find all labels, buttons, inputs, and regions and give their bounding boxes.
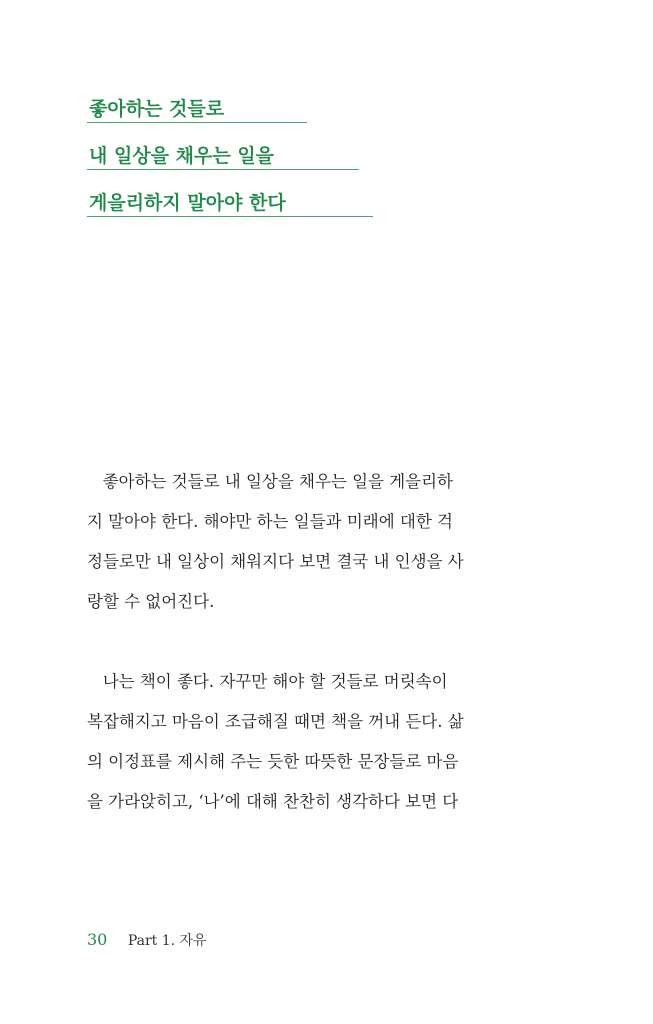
heading-line-2: 내 일상을 채우는 일을: [87, 143, 359, 170]
body-line: 복잡해지고 마음이 조급해질 때면 책을 꺼내 든다. 삶: [87, 712, 464, 731]
paragraph-2: [87, 662, 527, 822]
part-label: Part 1. 자유: [127, 933, 207, 949]
body-line: 좋아하는 것들로 내 일상을 채우는 일을 게을리하: [87, 472, 453, 491]
body-line: 나는 책이 좋다. 자꾸만 해야 할 것들로 머릿속이: [87, 672, 448, 691]
body-line: 정들로만 내 일상이 채워지다 보면 결국 내 인생을 사: [87, 552, 464, 571]
paragraph-gap: [87, 622, 527, 662]
heading-line-3: 게을리하지 말아야 한다: [87, 190, 373, 217]
body-line: 을 가라앉히고, ‘나’에 대해 찬찬히 생각하다 보면 다: [87, 792, 459, 811]
body-line: 의 이정표를 제시해 주는 듯한 따뜻한 문장들로 마음: [87, 752, 459, 771]
heading-line-1: 좋아하는 것들로: [87, 96, 307, 123]
body-line: 랑할 수 없어진다.: [87, 592, 215, 611]
body-text: [87, 462, 527, 822]
chapter-heading: [87, 96, 373, 237]
page-footer: [87, 930, 207, 951]
paragraph-1: [87, 462, 527, 622]
page-number: 30: [87, 930, 108, 949]
body-line: 지 말아야 한다. 해야만 하는 일들과 미래에 대한 걱: [87, 512, 453, 531]
